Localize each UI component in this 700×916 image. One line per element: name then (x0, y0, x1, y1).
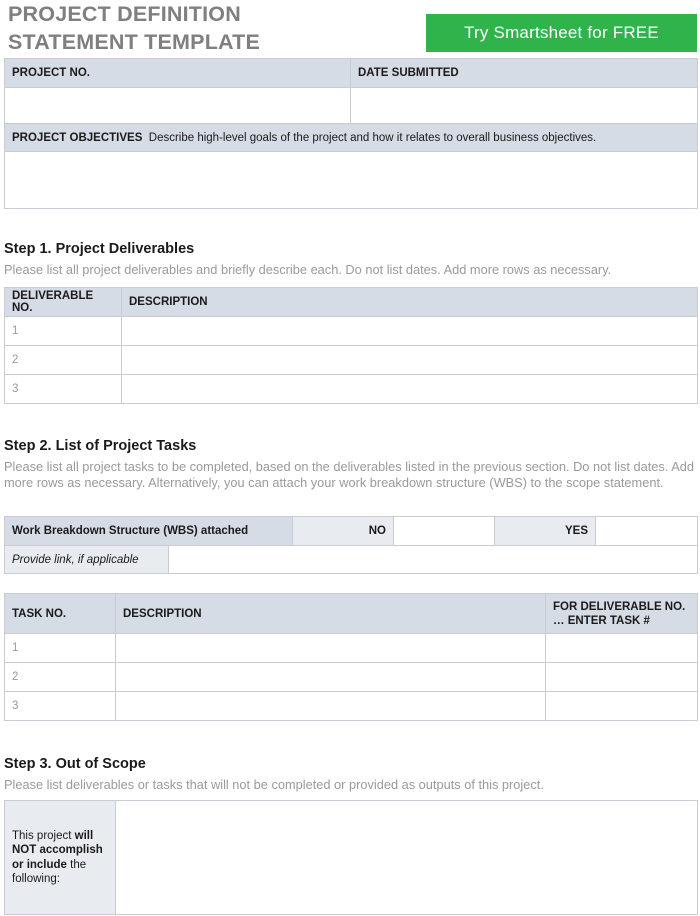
wbs-link-label: Provide link, if applicable (5, 546, 169, 574)
task-description-field[interactable] (116, 692, 546, 721)
objectives-field[interactable] (5, 152, 698, 209)
wbs-table (4, 516, 698, 574)
objectives-label: PROJECT OBJECTIVES (12, 131, 143, 144)
task-deliverable-field[interactable] (546, 692, 698, 721)
step3-note: Please list deliverables or tasks that will not be completed or provided as outputs of this project. (4, 777, 544, 792)
out-of-scope-field[interactable] (116, 801, 698, 915)
step2-note: Please list all project tasks to be completed, based on the deliverables listed in the previous section. Do not list dates. Add more rows as necessary. Alternatively, you can attach your work breakdown structure (WBS) to the scope statement. (4, 459, 695, 490)
task-deliverable-field[interactable] (546, 634, 698, 663)
task-no: 1 (5, 634, 116, 663)
task-no: 3 (5, 692, 116, 721)
step2-title: Step 2. List of Project Tasks (4, 438, 197, 454)
out-of-scope-label-bold: will NOT accomplish or include (12, 829, 103, 871)
deliverables-table (4, 287, 698, 404)
deliverable-description-field[interactable] (122, 375, 698, 404)
table-row (5, 317, 698, 346)
table-row (5, 346, 698, 375)
task-description-field[interactable] (116, 634, 546, 663)
task-description-header: DESCRIPTION (116, 594, 546, 634)
project-info-table (4, 58, 698, 209)
task-deliverable-field[interactable] (546, 663, 698, 692)
table-row (5, 663, 698, 692)
table-row (5, 692, 698, 721)
objectives-description: Describe high-level goals of the project and how it relates to overall business objectives. (148, 131, 597, 144)
out-of-scope-label (5, 801, 116, 915)
deliverable-no: 3 (5, 375, 122, 404)
deliverable-no-header: DELIVERABLE NO. (5, 288, 122, 317)
wbs-yes-label: YES (495, 517, 596, 546)
task-description-field[interactable] (116, 663, 546, 692)
deliverable-description-header: DESCRIPTION (122, 288, 698, 317)
wbs-yes-checkbox[interactable] (596, 517, 698, 546)
page-title (8, 0, 260, 56)
project-no-field[interactable] (5, 88, 351, 124)
step1-title: Step 1. Project Deliverables (4, 241, 195, 257)
project-no-label: PROJECT NO. (5, 59, 351, 88)
wbs-no-checkbox[interactable] (394, 517, 495, 546)
wbs-attached-label: Work Breakdown Structure (WBS) attached (5, 517, 293, 546)
deliverable-no: 1 (5, 317, 122, 346)
step3-title: Step 3. Out of Scope (4, 756, 146, 772)
deliverable-description-field[interactable] (122, 317, 698, 346)
page-title-line-2: STATEMENT TEMPLATE (8, 30, 261, 54)
try-smartsheet-button[interactable]: Try Smartsheet for FREE (426, 14, 697, 52)
table-row (5, 375, 698, 404)
for-deliverable-header: FOR DELIVERABLE NO. … ENTER TASK # (546, 594, 698, 634)
date-submitted-label: DATE SUBMITTED (351, 59, 698, 88)
out-of-scope-label-start: This project (12, 829, 75, 842)
date-submitted-field[interactable] (351, 88, 698, 124)
step1-note: Please list all project deliverables and briefly describe each. Do not list dates. Add more rows as necessary. (4, 262, 612, 277)
task-no-header: TASK NO. (5, 594, 116, 634)
deliverable-description-field[interactable] (122, 346, 698, 375)
wbs-no-label: NO (293, 517, 394, 546)
deliverable-no: 2 (5, 346, 122, 375)
objectives-header (5, 124, 698, 152)
tasks-table (4, 593, 698, 721)
task-no: 2 (5, 663, 116, 692)
table-row (5, 634, 698, 663)
page-title-line-1: PROJECT DEFINITION (8, 2, 241, 26)
out-of-scope-label-end: the following: (12, 858, 87, 885)
wbs-link-field[interactable] (169, 546, 698, 574)
out-of-scope-table (4, 800, 698, 915)
